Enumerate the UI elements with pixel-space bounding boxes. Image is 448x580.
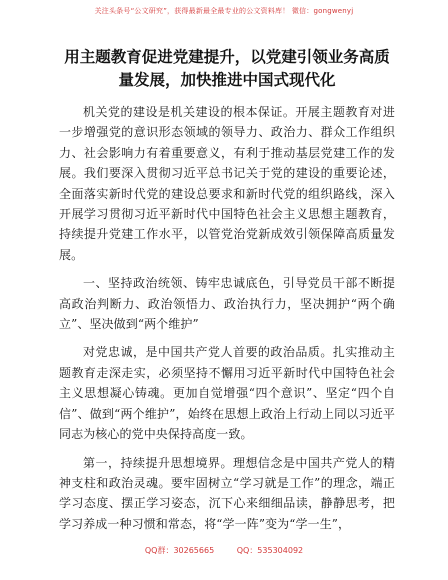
document-title: 用主题教育促进党建提升，以党建引领业务高质量发展，加快推进中国式现代化 (64, 48, 390, 89)
document-body (59, 46, 395, 542)
footer-qq-group: QQ群：30265665 (144, 546, 215, 555)
paragraph-intro: 机关党的建设是机关建设的根本保证。开展主题教育对进一步增强党的意识形态领域的领导力、政治力、群众工作组织力、社会影响力有着重要意义，有利于推动基层党建工作的发展。我们要深入贯彻习近平总书记关于党的建设的重要论述，全面落实新时代党的建设总要求和新时代党的组织路线，深入开展学习贯彻习近平新时代中国特色社会主义思想主题教育，持续提升党建工作水平，以管党治党新成效引领保障高质量发展。 (59, 105, 395, 262)
paragraph-section-heading: 一、坚持政治统领、铸牢忠诚底色，引导党员干部不断提高政治判断力、政治领悟力、政治执行力，坚决拥护“两个确立”、坚决做到“两个维护” (59, 276, 395, 332)
paragraph-first-point: 第一，持续提升思想境界。理想信念是中国共产党人的精神支柱和政治灵魂。要牢固树立“学习就是工作”的理念，端正学习态度、摆正学习姿态，沉下心来细细品读，静静思考，把学习养成一种习惯和常态，将“学一阵”变为“学一生”， (59, 455, 395, 531)
footer-qq: QQ：535304092 (236, 546, 304, 555)
paragraph-loyalty: 对党忠诚，是中国共产党人首要的政治品质。扎实推动主题教育走深走实，必须坚持不懈用习近平新时代中国特色社会主义思想凝心铸魂。更加自觉增强“四个意识”、坚定“四个自信”、做到“两个维护”，始终在思想上政治上行动上同以习近平同志为核心的党中央保持高度一致。 (59, 345, 395, 442)
footer-contact (0, 545, 448, 556)
header-banner: 关注头条号“公文研究”，获得最新最全最专业的公文资料库！ 微信：gongwenyj (94, 7, 354, 15)
